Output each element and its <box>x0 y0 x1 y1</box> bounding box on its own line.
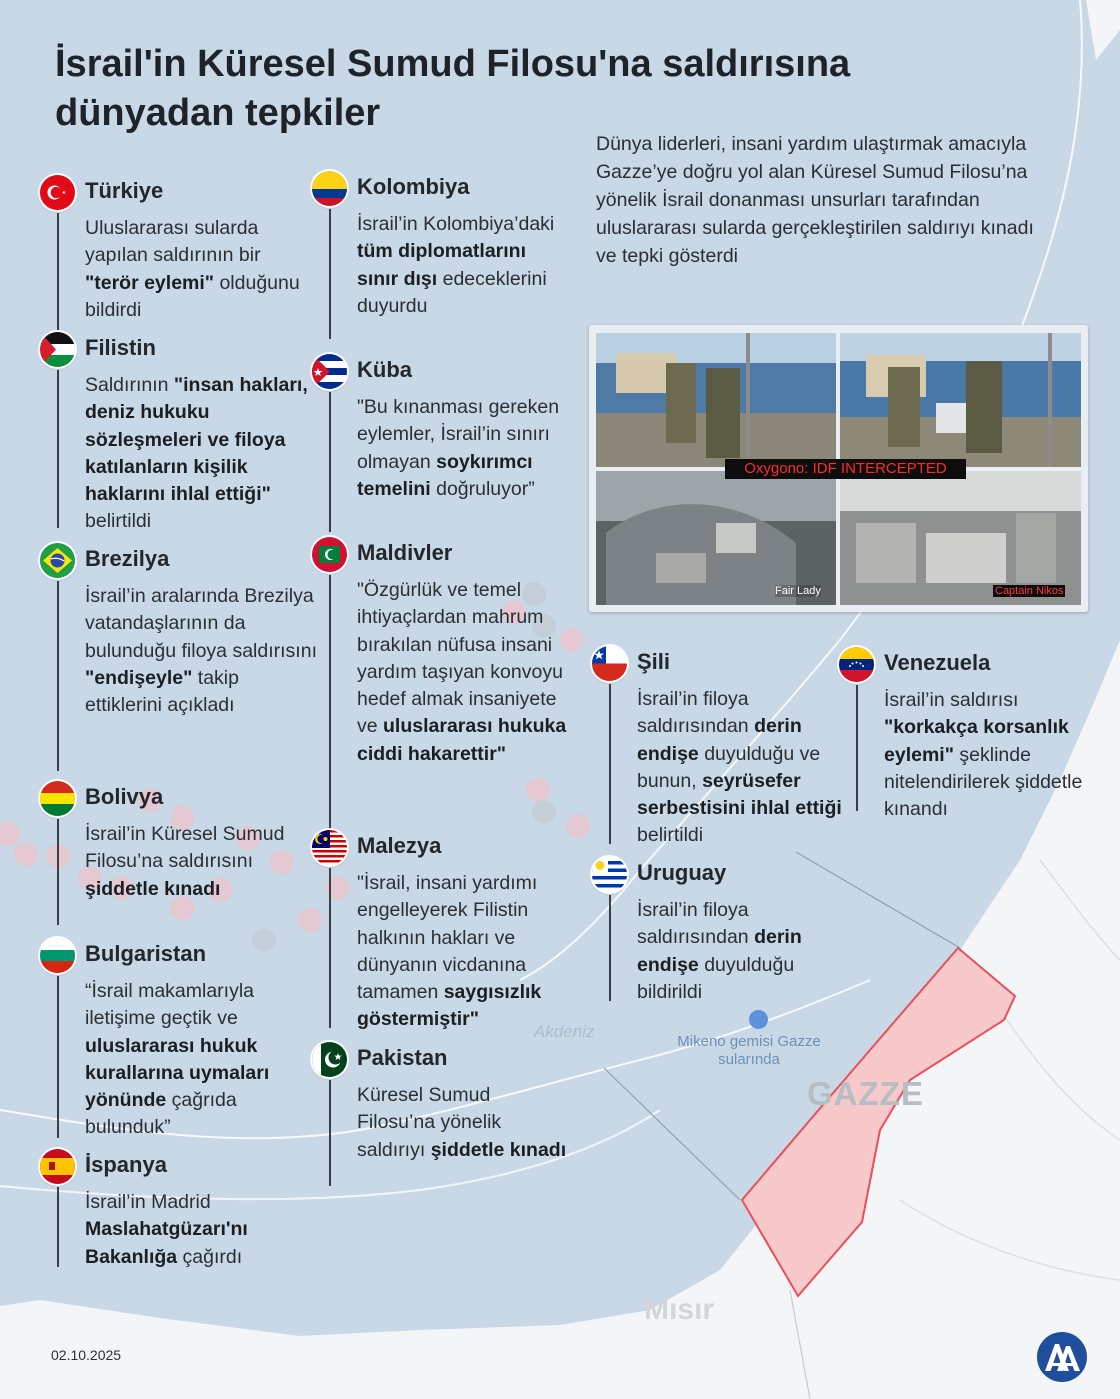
kolombiya-flag-icon <box>312 171 347 206</box>
timeline-line <box>329 868 331 1028</box>
publish-date: 02.10.2025 <box>51 1347 122 1363</box>
page-title: İsrail'in Küresel Sumud Filosu'na saldırısına dünyadan tepkiler <box>55 43 851 134</box>
country-statement: Uluslararası sularda yapılan saldırının bir "terör eylemi" olduğunu bildirdi <box>85 217 300 321</box>
timeline-line <box>57 976 59 1138</box>
country-name: Uruguay <box>637 860 727 885</box>
country-name: Kolombiya <box>357 174 470 199</box>
sea-label: Akdeniz <box>534 1022 595 1041</box>
country-statement: "Bu kınanması gereken eylemler, İsrail’in sınırı olmayan soykırımcı temelini doğruluyor” <box>357 396 560 500</box>
timeline-line <box>329 575 331 847</box>
country-name: Bulgaristan <box>85 941 207 966</box>
country-name: Maldivler <box>357 540 453 565</box>
timeline-line <box>329 209 331 339</box>
turkiye-flag-icon <box>40 175 75 210</box>
timeline-line <box>57 213 59 337</box>
country-statement: İsrail’in saldırısı "korkakça korsanlık eylemi" şeklinde nitelendirilerek şiddetle kınandı <box>884 689 1083 821</box>
uruguay-flag-icon <box>592 857 627 892</box>
sili-flag-icon <box>592 646 627 681</box>
country-statement: “İsrail makamlarıyla iletişime geçtik ve uluslararası hukuk kurallarına uymaları yönünde çağrıda bulunduk” <box>85 980 270 1139</box>
photo-caption-right: Captain Nikos <box>995 585 1064 597</box>
country-statement: Saldırının "insan hakları, deniz hukuku sözleşmeleri ve filoya katılanların kişilik haklarını ihlal ettiği" belirtildi <box>85 374 308 533</box>
timeline-line <box>856 685 858 811</box>
interception-photo-collage <box>589 325 1088 612</box>
timeline-line <box>57 370 59 528</box>
photo-banner: Oxygono: IDF INTERCEPTED <box>725 459 966 479</box>
country-statement: İsrail’in filoya saldırısından derin endişe duyulduğu bildirildi <box>637 899 802 1003</box>
timeline-line <box>329 1080 331 1186</box>
country-name: Brezilya <box>85 546 170 571</box>
country-statement: Küresel Sumud Filosu’na yönelik saldırıyı şiddetle kınadı <box>357 1084 567 1161</box>
country-name: Küba <box>357 357 412 382</box>
ispanya-flag-icon <box>40 1149 75 1184</box>
brezilya-flag-icon <box>40 543 75 578</box>
country-statement: İsrail’in Küresel Sumud Filosu’na saldırısını şiddetle kınadı <box>85 823 285 900</box>
filistin-flag-icon <box>40 332 75 367</box>
timeline-line <box>609 895 611 1001</box>
ship-label: Mikeno gemisi Gazze sularında <box>677 1033 821 1068</box>
country-statement: İsrail’in Madrid Maslahatgüzarı'nı Bakanlığa çağırdı <box>85 1191 248 1268</box>
country-name: Bolivya <box>85 784 164 809</box>
kuba-flag-icon <box>312 354 347 389</box>
country-name: Pakistan <box>357 1045 448 1070</box>
country-name: Şili <box>637 649 671 674</box>
timeline-line <box>609 684 611 844</box>
country-statement: "Özgürlük ve temel ihtiyaçlardan mahrum bırakılan nüfusa insani yardım taşıyan konvoyu hedef almak insaniyete ve uluslararası hukuka ciddi hakarettir" <box>357 579 567 765</box>
malezya-flag-icon <box>312 830 347 865</box>
timeline-line <box>329 392 331 532</box>
country-name: Filistin <box>85 335 156 360</box>
country-statement: "İsrail, insani yardımı engelleyerek Filistin halkının hakları ve dünyanın vicdanına tamamen saygısızlık göstermiştir" <box>357 872 542 1031</box>
bulgaristan-flag-icon <box>40 938 75 973</box>
timeline-line <box>57 581 59 771</box>
country-name: Malezya <box>357 833 442 858</box>
timeline-line <box>57 819 59 925</box>
country-statement: İsrail’in Kolombiya’daki tüm diplomatlarını sınır dışı edeceklerini duyurdu <box>357 213 555 317</box>
maldivler-flag-icon <box>312 537 347 572</box>
country-name: Türkiye <box>85 178 164 203</box>
bolivya-flag-icon <box>40 781 75 816</box>
country-statement: İsrail’in filoya saldırısından derin endişe duyulduğu ve bunun, seyrüsefer serbestisini ihlal ettiği belirtildi <box>637 688 842 847</box>
venezuela-flag-icon <box>839 647 874 682</box>
country-statement: İsrail’in aralarında Brezilya vatandaşlarının da bulunduğu filoya saldırısını "endişeyle" takip ettiklerini açıkladı <box>85 585 317 717</box>
aa-logo-icon <box>1036 1331 1088 1383</box>
photo-caption-left: Fair Lady <box>775 585 821 597</box>
pakistan-flag-icon <box>312 1042 347 1077</box>
timeline-line <box>57 1187 59 1267</box>
country-name: Venezuela <box>884 650 991 675</box>
egypt-label: Mısır <box>644 1293 715 1326</box>
gaza-label: GAZZE <box>807 1075 924 1112</box>
ship-location-marker <box>749 1010 768 1029</box>
intro-paragraph: Dünya liderleri, insani yardım ulaştırmak amacıyla Gazze’ye doğru yol alan Küresel Sumud Filosu’na yönelik İsrail donanması unsurları tarafından uluslararası sularda gerçekleştirilen saldırıyı kınadı ve tepki gösterdi <box>596 133 1034 267</box>
country-name: İspanya <box>85 1152 167 1177</box>
